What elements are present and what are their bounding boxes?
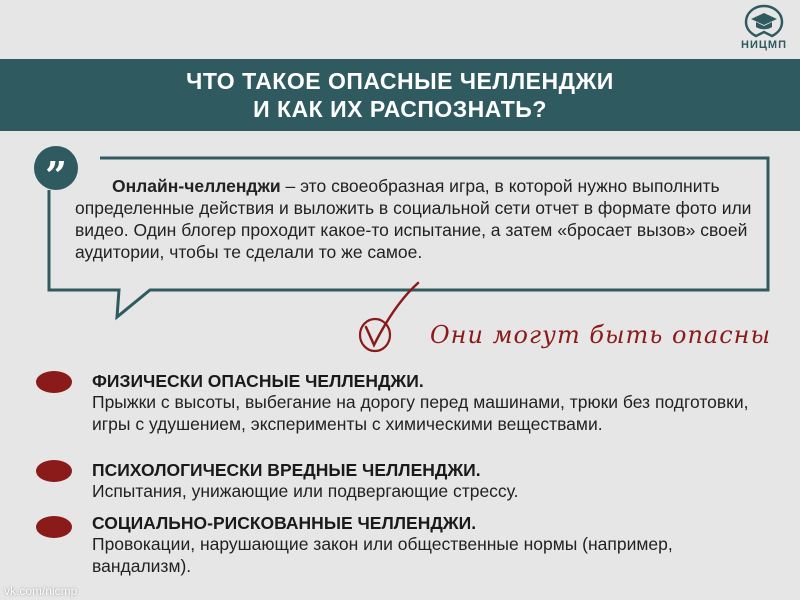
source-watermark: vk.com/nicmp — [4, 584, 78, 598]
item-title: ПСИХОЛОГИЧЕСКИ ВРЕДНЫЕ ЧЕЛЛЕНДЖИ. — [92, 460, 481, 480]
graduation-cap-icon — [742, 4, 786, 38]
definition-body: – это своеобразная игра, в которой нужно выполнить определенные действия и выложить в социальной сети отчет в формате фото или видео. Один блогер проходит какое-то испытание, а затем «бросает вызов» своей аудитории, чтобы те сделали то же самое. — [75, 176, 752, 262]
definition-term: Онлайн-челленджи — [112, 176, 281, 196]
item-description: Провокации, нарушающие закон или общественные нормы (например, вандализм). — [92, 534, 673, 576]
title-banner — [0, 59, 800, 131]
logo-text: НИЦМП — [741, 39, 787, 51]
item-title: СОЦИАЛЬНО-РИСКОВАННЫЕ ЧЕЛЛЕНДЖИ. — [92, 513, 477, 533]
bullet-icon — [36, 516, 72, 538]
checkmark-icon — [352, 279, 432, 359]
definition-text — [75, 175, 765, 263]
title-line-2: И КАК ИХ РАСПОЗНАТЬ? — [253, 96, 547, 122]
item-description: Прыжки с высоты, выбегание на дорогу перед машинами, трюки без подготовки, игры с удушением, эксперименты с химическими веществами. — [92, 392, 749, 434]
quote-marks-icon: ” — [34, 146, 78, 190]
bullet-icon — [36, 371, 72, 393]
item-description: Испытания, унижающие или подвергающие стрессу. — [92, 481, 519, 501]
title-line-1: ЧТО ТАКОЕ ОПАСНЫЕ ЧЕЛЛЕНДЖИ — [186, 68, 614, 94]
item-title: ФИЗИЧЕСКИ ОПАСНЫЕ ЧЕЛЛЕНДЖИ. — [92, 371, 424, 391]
logo — [735, 4, 793, 56]
bullet-icon — [36, 460, 72, 482]
warning-text: Они могут быть опасны — [430, 321, 772, 349]
